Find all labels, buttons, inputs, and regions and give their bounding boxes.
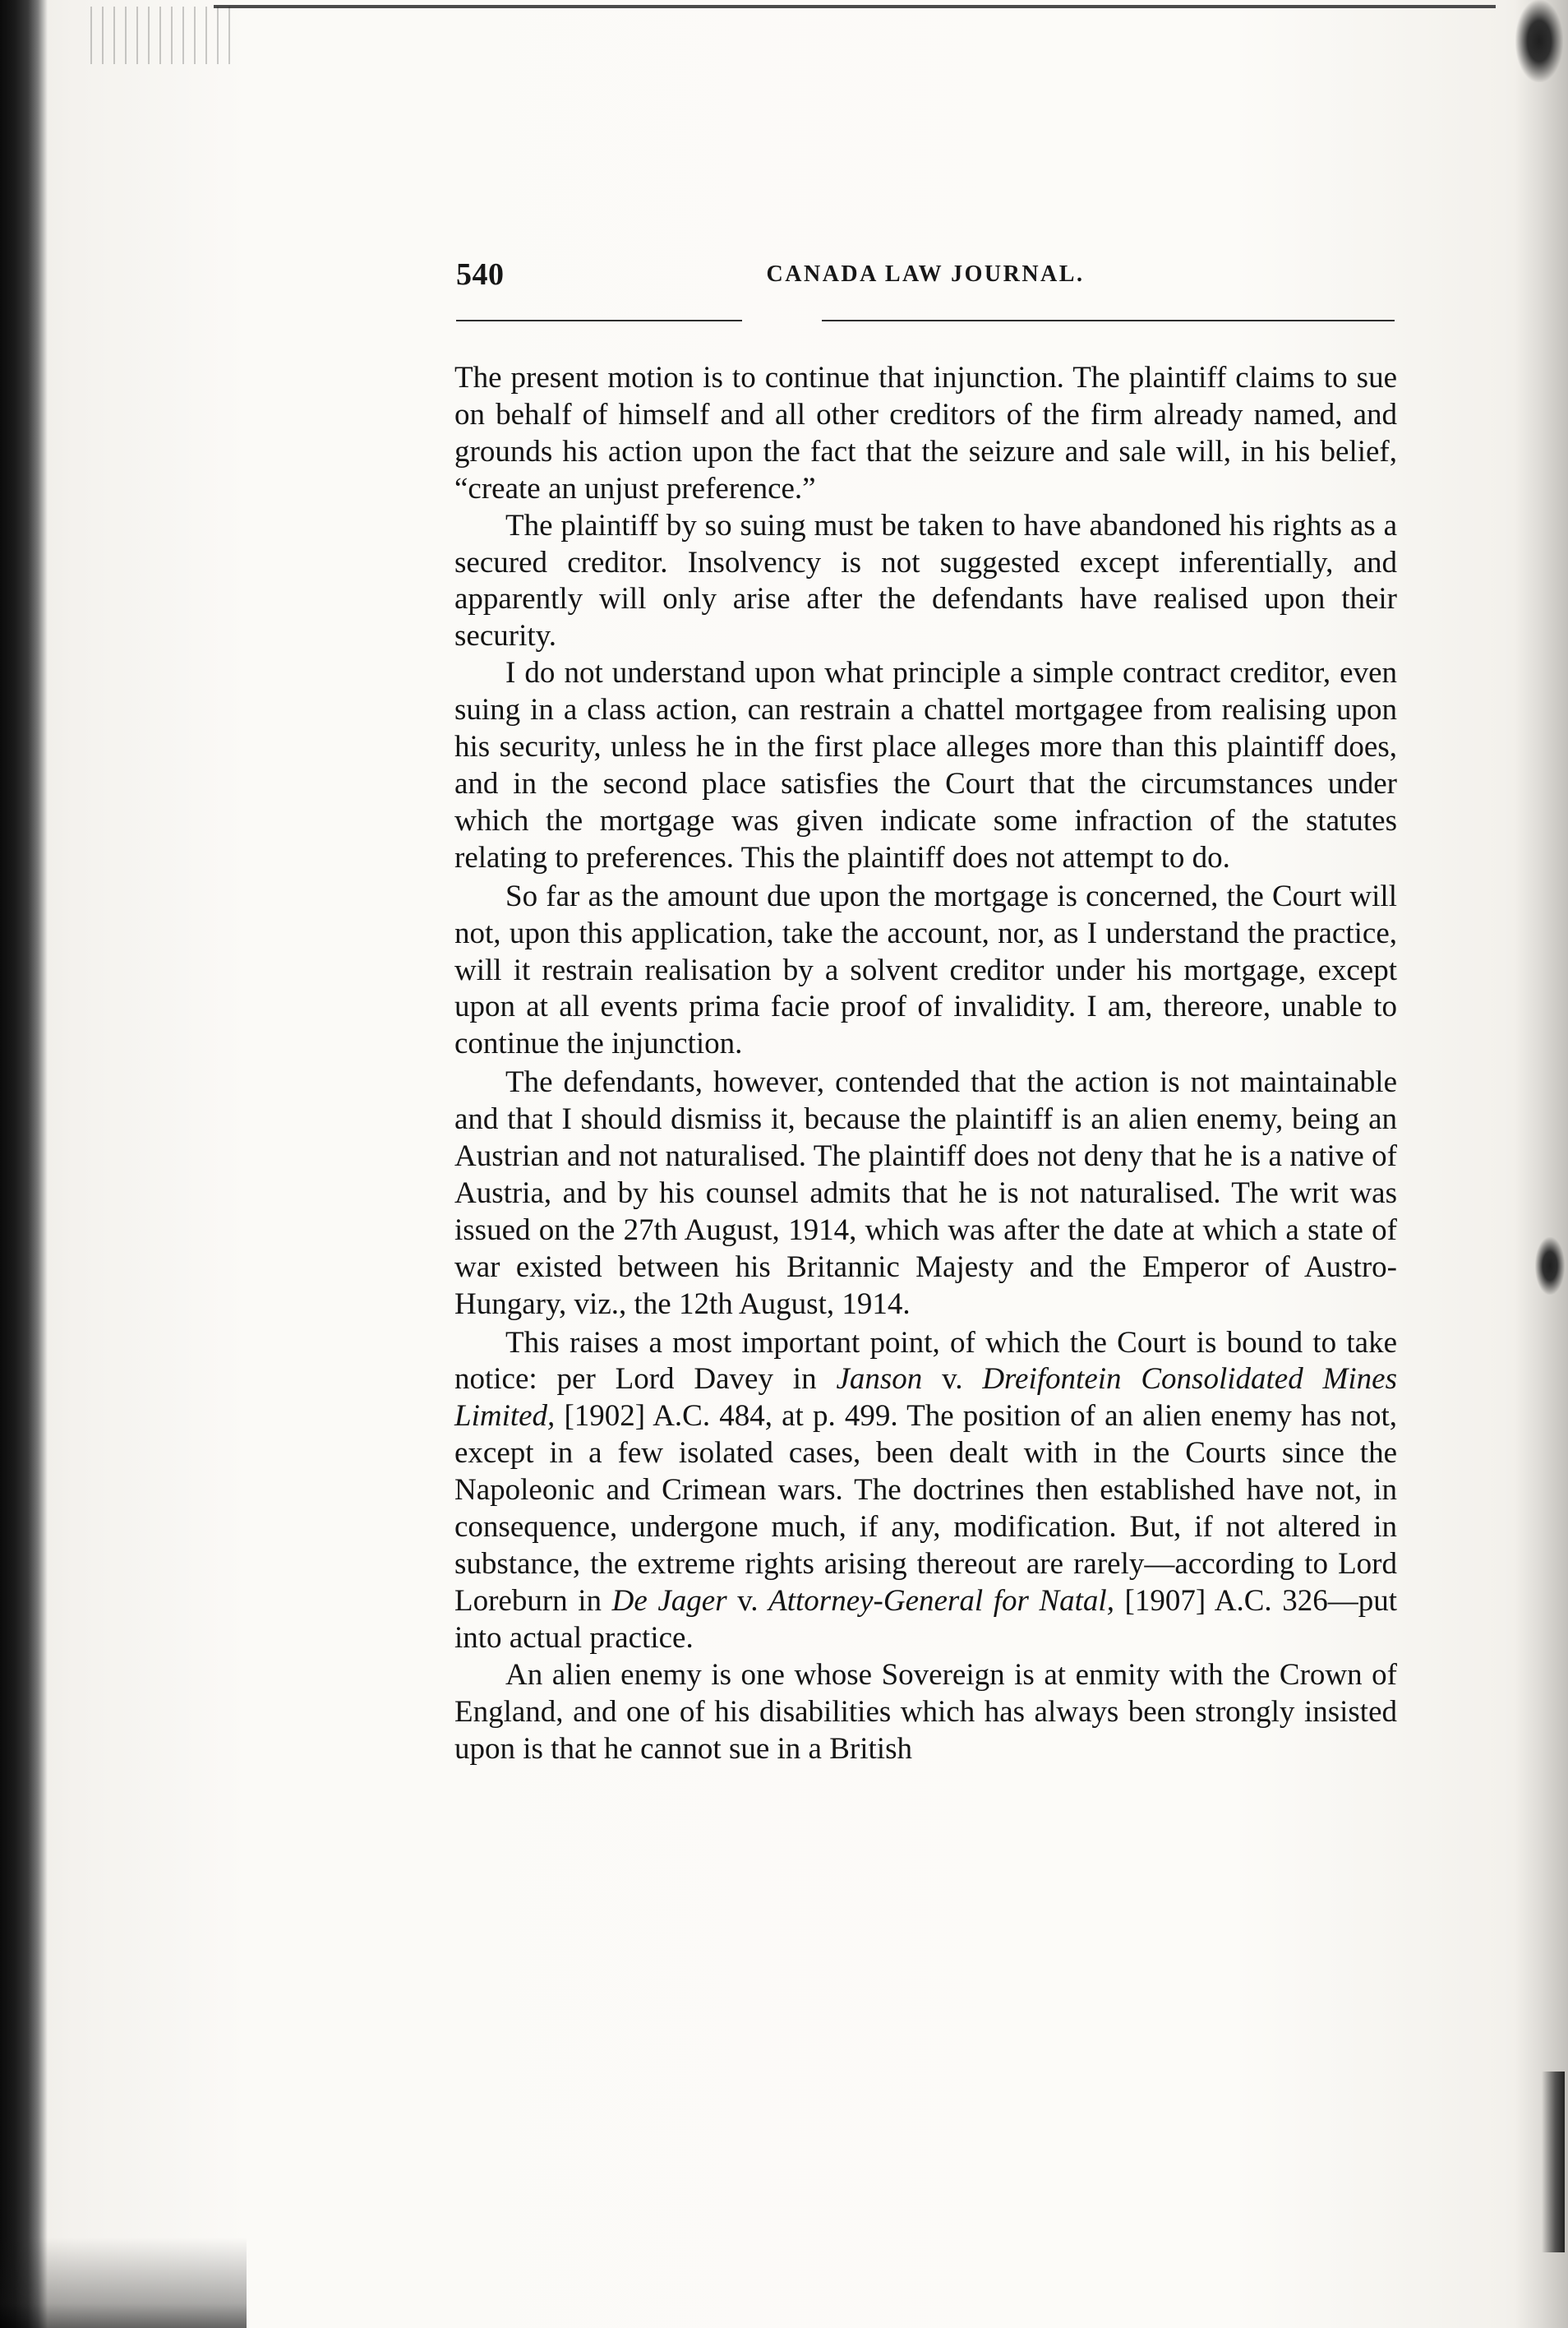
versus-2: v. [726, 1583, 769, 1618]
scan-mark-top-right [1515, 0, 1563, 82]
versus-1: v. [922, 1362, 983, 1397]
page-top-border [214, 5, 1496, 8]
body-text [454, 360, 1397, 1767]
paragraph-1: The present motion is to continue that injunction. The plaintiff claims to sue on behalf of himself and all other creditors of the firm already named, and grounds his action upon the fact that the seizure and sale will, in his belief, “create an unjust preference.” [454, 361, 1397, 506]
page-gutter-shadow [0, 0, 48, 2328]
header-rule-right [822, 320, 1395, 321]
paragraph-7: An alien enemy is one whose Sovereign is at enmity with the Crown of England, and one of his disabilities which has always been strongly insisted upon is that he cannot sue in a British [454, 1657, 1397, 1766]
paragraph-5: The defendants, however, contended that the action is not maintainable and that I should dismiss it, because the plaintiff is an alien enemy, being an Austrian and not naturalised. The plaintiff does not deny that he is a native of Austria, and by his counsel admits that he is not naturalised. The writ was issued on the 27th August, 1914, which was after the date at which a state of war existed between his Britannic Majesty and the Emperor of Austro-Hungary, viz., the 12th August, 1914. [454, 1065, 1397, 1321]
paragraph-4: So far as the amount due upon the mortgage is concerned, the Court will not, upon this application, take the account, nor, as I understand the practice, will it restrain realisation by a solvent creditor under his mortgage, except upon at all events prima facie proof of invalidity. I am, thereore, unable to continue the injunction. [454, 879, 1397, 1061]
paragraph-6-text: This raises a most important point, of which the Court is bound to take notice: per Lord Davey in [454, 1325, 1397, 1397]
case-name-attorney-general: Attorney-General for Natal, [768, 1583, 1114, 1618]
scan-smudge-bottom-left [0, 2238, 247, 2328]
scan-mark-right-lower [1542, 2072, 1565, 2252]
header-rule-left [456, 320, 742, 321]
scan-mark-right-middle [1535, 1237, 1565, 1295]
page-number: 540 [456, 257, 505, 292]
case-name-janson: Janson [836, 1362, 923, 1397]
running-head: CANADA LAW JOURNAL. [766, 261, 1085, 287]
page-header [456, 256, 1395, 306]
scan-specks [90, 7, 238, 64]
case-name-de-jager: De Jager [611, 1583, 727, 1618]
paragraph-6-text-2: [1902] A.C. 484, at p. 499. The position of an alien enemy has not, except in a few isolated cases, been dealt with in the Courts since the Napoleonic and Crimean wars. The doctrines then established have not, in consequence, undergone much, if any, modification. But, if not altered in substance, the extreme rights arising thereout are rarely—according to Lord Loreburn in [454, 1399, 1397, 1618]
paragraph-2: The plaintiff by so suing must be taken to have abandoned his rights as a secured creditor. Insolvency is not suggested except inferentially, and apparently will only arise after the defendants have realised upon their security. [454, 508, 1397, 654]
paragraph-6 [454, 1325, 1397, 1657]
paragraph-3: I do not understand upon what principle a simple contract creditor, even suing in a class action, can restrain a chattel mortgagee from realising upon his security, unless he in the first place alleges more than this plaintiff does, and in the second place satisfies the Court that the circumstances under which the mortgage was given indicate some infraction of the statutes relating to preferences. This the plaintiff does not attempt to do. [454, 656, 1397, 875]
case-name-dreifontein: Dreifontein Consolidated Mines Limited, [454, 1362, 1397, 1434]
paragraph-6-text-3: [1907] A.C. 326—put into actual practice. [454, 1583, 1397, 1655]
page-edge-shadow [1515, 0, 1568, 2328]
